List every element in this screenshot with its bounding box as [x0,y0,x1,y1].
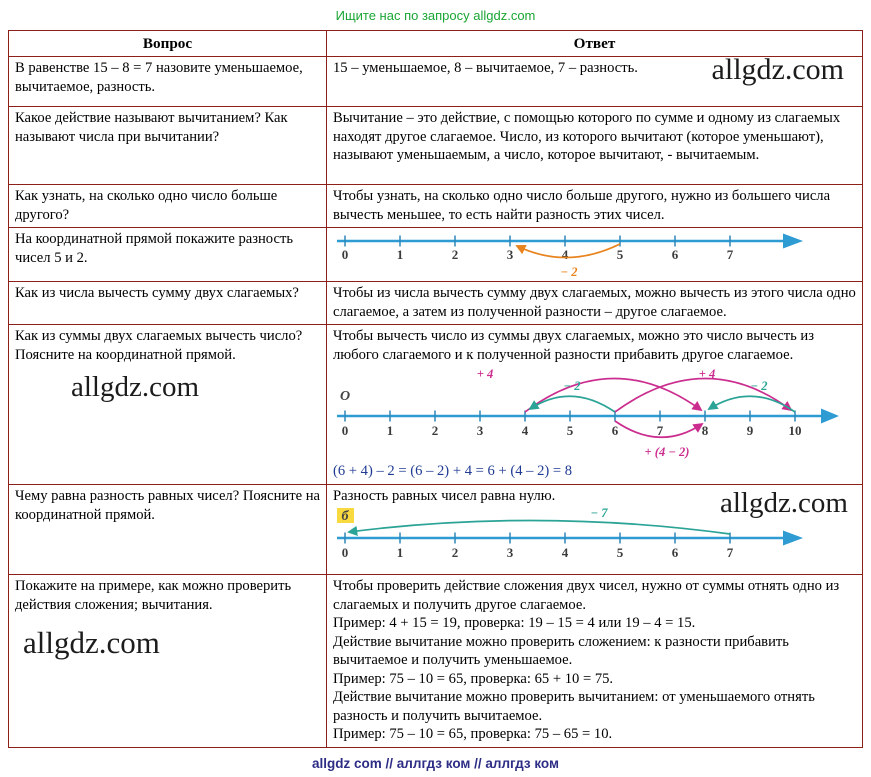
tick-label: 1 [386,423,394,439]
tick-group [342,532,734,560]
table-row [9,57,863,107]
tick-label: 0 [341,247,349,263]
answer-text: Чтобы из числа вычесть сумму двух слагаемых, можно вычесть из этого числа одно слагаемое, а затем из полученной разности – другое слагаемое. [333,285,856,320]
question-cell [9,57,327,107]
part-label: б [341,508,349,524]
table-row [9,282,863,325]
answer-cell [327,282,863,325]
answer-text: Действие вычитание можно проверить сложением: к разности прибавить вычитаемое и получить уменьшаемое. [333,633,789,669]
question-text: Чему равна разность равных чисел? Поясните на координатной прямой. [15,488,320,523]
tick-label: 4 [521,423,529,439]
watermark: allgdz.com [719,487,848,520]
answer-text: Чтобы проверить действие сложения двух чисел, нужно от суммы отнять одно из слагаемых и получить другое слагаемое. [333,578,840,613]
question-cell [9,228,327,282]
question-cell [9,325,327,485]
answer-text: 15 – уменьшаемое, 8 – вычитаемое, 7 – разность. [333,60,638,77]
tick-label: 0 [341,544,349,560]
tick-label: 3 [476,423,484,439]
question-text: Покажите на примере, как можно проверить действия сложения; вычитания. [15,578,292,613]
tick-label: 5 [616,544,624,560]
watermark: allgdz.com [23,625,160,661]
tick-label: 2 [451,544,459,560]
tick-label: 7 [726,247,734,263]
question-text: В равенстве 15 – 8 = 7 назовите уменьшаемое, вычитаемое, разность. [15,60,303,95]
watermark: allgdz.com [711,53,844,87]
table-row [9,185,863,228]
arc-label-minus-2-right: − 2 [750,379,768,394]
tick-label: 2 [431,423,439,439]
tick-label: 8 [701,423,709,439]
arc-label-plus-4-right: + 4 [698,367,716,382]
tick-label: 1 [396,544,404,560]
axis-arrowhead [783,530,803,545]
header-question: Вопрос [9,31,327,57]
tick-label: 7 [656,423,664,439]
axis-arrowhead [783,234,803,249]
answer-cell [327,228,863,282]
arc-label-below: + (4 − 2) [644,445,690,460]
answer-text: Пример: 75 – 10 = 65, проверка: 75 – 65 = 10. [333,726,613,743]
tick-label: 10 [788,423,802,439]
question-text: Как из числа вычесть сумму двух слагаемых? [15,285,299,302]
answer-cell [327,107,863,185]
answer-text: Пример: 4 + 15 = 19, проверка: 19 – 15 = 4 или 19 – 4 = 15. [333,615,696,632]
table-row [9,107,863,185]
tick-label: 6 [671,247,679,263]
tick-label: 5 [616,247,624,263]
tick-group [342,411,802,439]
arc-plus-4-left [525,379,701,413]
arc-minus-2 [517,244,620,258]
table-row [9,485,863,575]
arc-minus-7 [349,520,730,534]
arc-label-plus-4-left: + 4 [476,367,494,382]
answer-text: Чтобы вычесть число из суммы двух слагаемых, можно это число вычесть из любого слагаемого и к полученной разности прибавить другое слагаемое. [333,328,815,363]
question-cell [9,485,327,575]
question-text: Как узнать, на сколько одно число больше другого? [15,188,278,223]
question-text: На координатной прямой покажите разность чисел 5 и 2. [15,231,293,266]
answer-text: Пример: 75 – 10 = 65, проверка: 65 + 10 = 75. [333,670,614,687]
tick-label: 4 [561,544,569,560]
tick-label: 6 [671,544,679,560]
header-row [9,31,863,57]
number-line-diagram-difference-5-2 [335,230,805,278]
answer-text: Разность равных чисел равна нулю. [333,488,556,505]
tick-label: 4 [561,247,569,263]
answer-cell [327,485,863,575]
table-row [9,575,863,748]
watermark: allgdz.com [71,371,200,404]
tick-label: 7 [726,544,734,560]
tick-label: 9 [746,423,754,439]
table-row [9,325,863,485]
footer-text: allgdz com // аллгдз ком // аллгдз ком [312,755,559,771]
arc-minus-2-right [709,397,795,413]
tick-label: 0 [341,423,349,439]
arc-label-minus-7: − 7 [590,505,608,520]
number-line-diagram-equal-numbers [335,506,805,568]
equation-text: (6 + 4) – 2 = (6 – 2) + 4 = 6 + (4 – 2) = 8 [333,463,573,480]
question-cell [9,282,327,325]
answer-text: Вычитание – это действие, с помощью которого по сумме и одному из слагаемых находят другое слагаемое. Число, из которого вычитают (которое уменьшают), называют уменьшаемым, а число, которое вычитают, - вычитаемым. [333,110,841,164]
question-text: Как из суммы двух слагаемых вычесть число? Поясните на координатной прямой. [15,328,303,363]
top-banner-text: Ищите нас по запросу allgdz.com [335,8,536,23]
origin-label: O [340,389,351,405]
question-cell [9,575,327,748]
answer-text: Чтобы узнать, на сколько одно число больше другого, нужно из большего числа вычесть меньшее, то есть найти разность этих чисел. [333,188,831,223]
arc-label-minus-2-left: − 2 [563,379,581,394]
answer-text: Действие вычитание можно проверить вычитанием: от уменьшаемого отнять разность и получить вычитаемое. [333,689,815,724]
qa-table [8,30,863,748]
axis-arrowhead [821,409,839,424]
tick-label: 6 [611,423,619,439]
tick-label: 3 [506,247,514,263]
answer-cell [327,575,863,748]
tick-label: 3 [506,544,514,560]
question-cell [9,107,327,185]
tick-label: 5 [566,423,574,439]
tick-label: 1 [396,247,404,263]
table-row [9,228,863,282]
answer-cell [327,185,863,228]
answer-cell [327,53,863,107]
arc-label-minus-2: − 2 [560,265,578,279]
arc-minus-2-left [530,397,615,413]
answer-cell [327,325,863,485]
question-text: Какое действие называют вычитанием? Как называют числа при вычитании? [15,110,288,145]
header-answer: Ответ [327,31,863,57]
question-cell [9,185,327,228]
tick-group [342,236,734,263]
number-line-diagram-sum-minus-number [335,364,840,460]
tick-label: 2 [451,247,459,263]
